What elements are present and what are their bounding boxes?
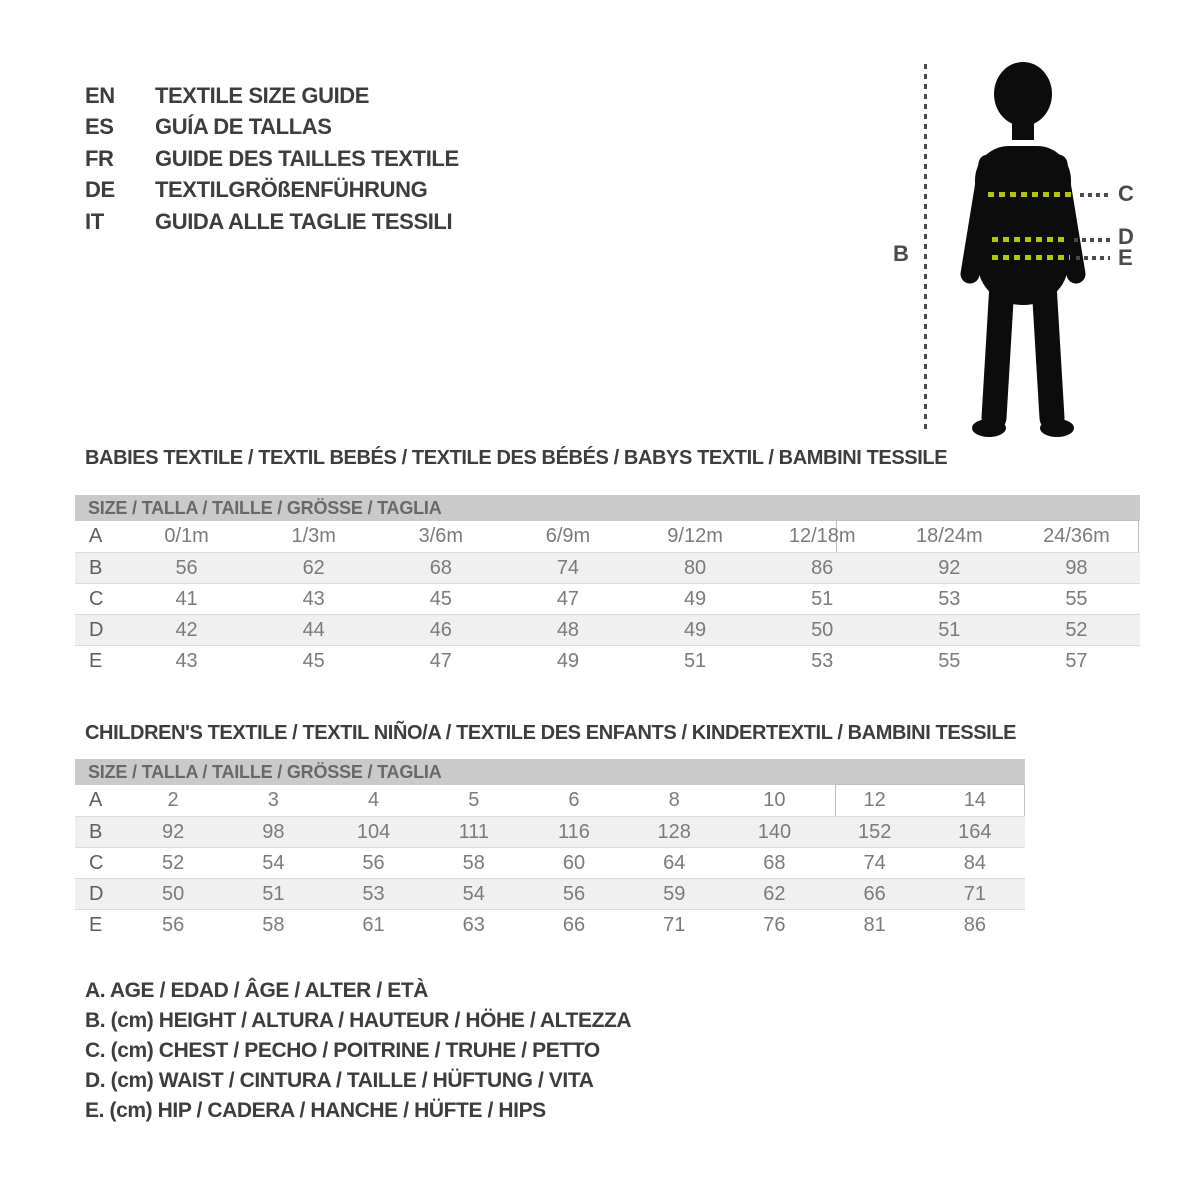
size-cell: 86: [811, 556, 834, 579]
size-cell: 92: [938, 556, 961, 579]
size-cell: 51: [683, 649, 707, 672]
size-cell: 71: [963, 882, 986, 905]
hip-measure-line: [992, 255, 1070, 260]
language-code: DE: [85, 177, 115, 203]
row-label: D: [89, 882, 104, 905]
size-cell: 3/6m: [418, 525, 464, 547]
children-row-hip: [75, 909, 1025, 940]
size-cell: 45: [302, 649, 325, 672]
measure-label-waist: D: [1118, 224, 1134, 249]
size-cell: 57: [1065, 649, 1088, 672]
size-cell: 58: [262, 913, 285, 936]
size-cell: 50: [811, 618, 834, 641]
row-label: B: [89, 820, 103, 843]
size-cell: 45: [429, 587, 452, 610]
size-cell: 62: [763, 882, 786, 905]
size-cell: 86: [963, 913, 986, 936]
size-cell: 24/36m: [1043, 525, 1110, 547]
row-label: C: [89, 587, 104, 610]
size-cell: 9/12m: [667, 525, 723, 547]
babies-row-height: [75, 552, 1140, 583]
row-label: D: [89, 618, 104, 641]
language-code: EN: [85, 82, 115, 108]
size-cell: 54: [462, 882, 485, 905]
babies-row-hip: [75, 645, 1140, 676]
size-cell: 92: [161, 820, 185, 843]
language-row-es: [85, 112, 459, 144]
size-cell: 128: [657, 820, 691, 843]
guide-title: TEXTILE SIZE GUIDE: [155, 82, 370, 108]
babies-row-age: [75, 521, 1140, 552]
waist-pointer-line: [1074, 238, 1110, 242]
size-cell: 56: [562, 882, 586, 905]
size-cell: 64: [663, 851, 686, 874]
language-row-it: [85, 206, 459, 238]
size-cell: 3: [267, 789, 279, 811]
row-label: A: [89, 789, 103, 811]
size-cell: 55: [1065, 587, 1088, 610]
size-cell: 6/9m: [545, 525, 591, 547]
guide-title: GUÍA DE TALLAS: [155, 114, 332, 140]
babies-row-chest: [75, 583, 1140, 614]
size-cell: 63: [462, 913, 485, 936]
row-label: E: [89, 649, 103, 672]
size-cell: 46: [429, 618, 452, 641]
size-cell: 53: [362, 882, 385, 905]
size-cell: 10: [763, 789, 786, 811]
size-cell: 98: [262, 820, 285, 843]
size-cell: 14: [963, 789, 986, 811]
size-cell: 41: [175, 587, 198, 610]
babies-section-heading: BABIES TEXTILE / TEXTIL BEBÉS / TEXTILE DES BÉBÉS / BABYS TEXTIL / BAMBINI TESSILE: [85, 447, 948, 469]
size-cell: 49: [683, 618, 707, 641]
size-cell: 98: [1065, 556, 1088, 579]
size-cell: 43: [302, 587, 325, 610]
language-list: [85, 80, 459, 238]
size-cell: 66: [562, 913, 586, 936]
size-cell: 6: [568, 789, 580, 811]
children-size-table: [75, 759, 1025, 940]
row-label: B: [89, 556, 103, 579]
measure-label-chest: C: [1118, 181, 1134, 206]
waist-measure-line: [992, 237, 1068, 242]
size-cell: 47: [556, 587, 580, 610]
size-cell: 44: [302, 618, 325, 641]
row-label: E: [89, 913, 103, 936]
size-cell: 51: [262, 882, 285, 905]
size-cell: 53: [811, 649, 834, 672]
size-cell: 5: [468, 789, 480, 811]
size-cell: 51: [811, 587, 834, 610]
size-cell: 152: [857, 820, 892, 843]
chest-pointer-line: [1080, 193, 1110, 197]
legend-item-chest: C. (cm) CHEST / PECHO / POITRINE / TRUHE / PETTO: [85, 1039, 600, 1062]
size-cell: 49: [683, 587, 707, 610]
size-cell: 51: [938, 618, 961, 641]
measurement-legend: [85, 976, 631, 1126]
size-cell: 140: [757, 820, 792, 843]
language-row-de: [85, 175, 459, 207]
size-cell: 49: [556, 649, 580, 672]
size-cell: 0/1m: [164, 525, 209, 547]
size-cell: 56: [161, 913, 185, 936]
children-row-waist: [75, 878, 1025, 909]
legend-item-age: A. AGE / EDAD / ÂGE / ALTER / ETÀ: [85, 979, 429, 1002]
measure-label-height: B: [893, 241, 909, 266]
language-code: IT: [85, 208, 104, 234]
size-cell: 18/24m: [915, 525, 983, 547]
language-code: FR: [85, 145, 114, 171]
measure-label-hip: E: [1118, 245, 1133, 270]
size-cell: 59: [663, 882, 686, 905]
children-row-age: [75, 785, 1025, 816]
height-measure-line: [924, 64, 927, 434]
size-cell: 53: [938, 587, 961, 610]
size-cell: 55: [938, 649, 961, 672]
size-cell: 2: [167, 789, 179, 811]
size-cell: 12/18m: [788, 525, 856, 547]
babies-row-waist: [75, 614, 1140, 645]
legend-item-hip: E. (cm) HIP / CADERA / HANCHE / HÜFTE / HIPS: [85, 1099, 546, 1122]
size-cell: 8: [668, 789, 680, 811]
size-cell: 68: [429, 556, 452, 579]
size-cell: 62: [302, 556, 325, 579]
size-cell: 47: [429, 649, 452, 672]
size-cell: 76: [763, 913, 786, 936]
babies-table-header: SIZE / TALLA / TAILLE / GRÖSSE / TAGLIA: [75, 495, 1140, 521]
language-code: ES: [85, 114, 114, 140]
children-row-height: [75, 816, 1025, 847]
legend-item-waist: D. (cm) WAIST / CINTURA / TAILLE / HÜFTUNG / VITA: [85, 1069, 594, 1092]
size-cell: 56: [175, 556, 198, 579]
size-cell: 50: [161, 882, 185, 905]
size-cell: 43: [175, 649, 198, 672]
legend-item-height: B. (cm) HEIGHT / ALTURA / HAUTEUR / HÖHE / ALTEZZA: [85, 1009, 632, 1032]
size-cell: 164: [958, 820, 992, 843]
size-cell: 56: [362, 851, 385, 874]
size-cell: 48: [556, 618, 580, 641]
guide-title: GUIDA ALLE TAGLIE TESSILI: [155, 208, 453, 234]
size-cell: 52: [1065, 618, 1088, 641]
row-label: A: [89, 525, 103, 547]
child-silhouette: [930, 52, 1130, 447]
size-cell: 116: [558, 820, 590, 843]
size-cell: 61: [362, 913, 385, 936]
size-cell: 74: [863, 851, 886, 874]
size-cell: 104: [356, 820, 391, 843]
language-row-en: [85, 80, 459, 112]
children-row-chest: [75, 847, 1025, 878]
size-cell: 74: [556, 556, 580, 579]
size-cell: 54: [262, 851, 285, 874]
size-cell: 84: [963, 851, 986, 874]
size-cell: 12: [863, 789, 886, 811]
size-cell: 111: [458, 820, 489, 843]
guide-title: GUIDE DES TAILLES TEXTILE: [155, 145, 459, 171]
size-cell: 66: [863, 882, 886, 905]
children-table-header: SIZE / TALLA / TAILLE / GRÖSSE / TAGLIA: [75, 759, 1025, 785]
size-cell: 68: [763, 851, 786, 874]
size-cell: 52: [161, 851, 185, 874]
size-cell: 80: [683, 556, 707, 579]
size-cell: 42: [175, 618, 198, 641]
size-cell: 60: [562, 851, 586, 874]
babies-size-table: [75, 495, 1140, 676]
size-cell: 58: [462, 851, 485, 874]
size-cell: 4: [367, 789, 380, 811]
hip-pointer-line: [1076, 256, 1110, 260]
language-row-fr: [85, 143, 459, 175]
children-section-heading: CHILDREN'S TEXTILE / TEXTIL NIÑO/A / TEXTILE DES ENFANTS / KINDERTEXTIL / BAMBINI TESSILE: [85, 722, 1017, 744]
size-cell: 1/3m: [291, 525, 336, 547]
size-cell: 71: [663, 913, 686, 936]
row-label: C: [89, 851, 104, 874]
size-cell: 81: [863, 913, 886, 936]
chest-measure-line: [988, 192, 1074, 197]
guide-title: TEXTILGRÖßENFÜHRUNG: [155, 177, 428, 203]
